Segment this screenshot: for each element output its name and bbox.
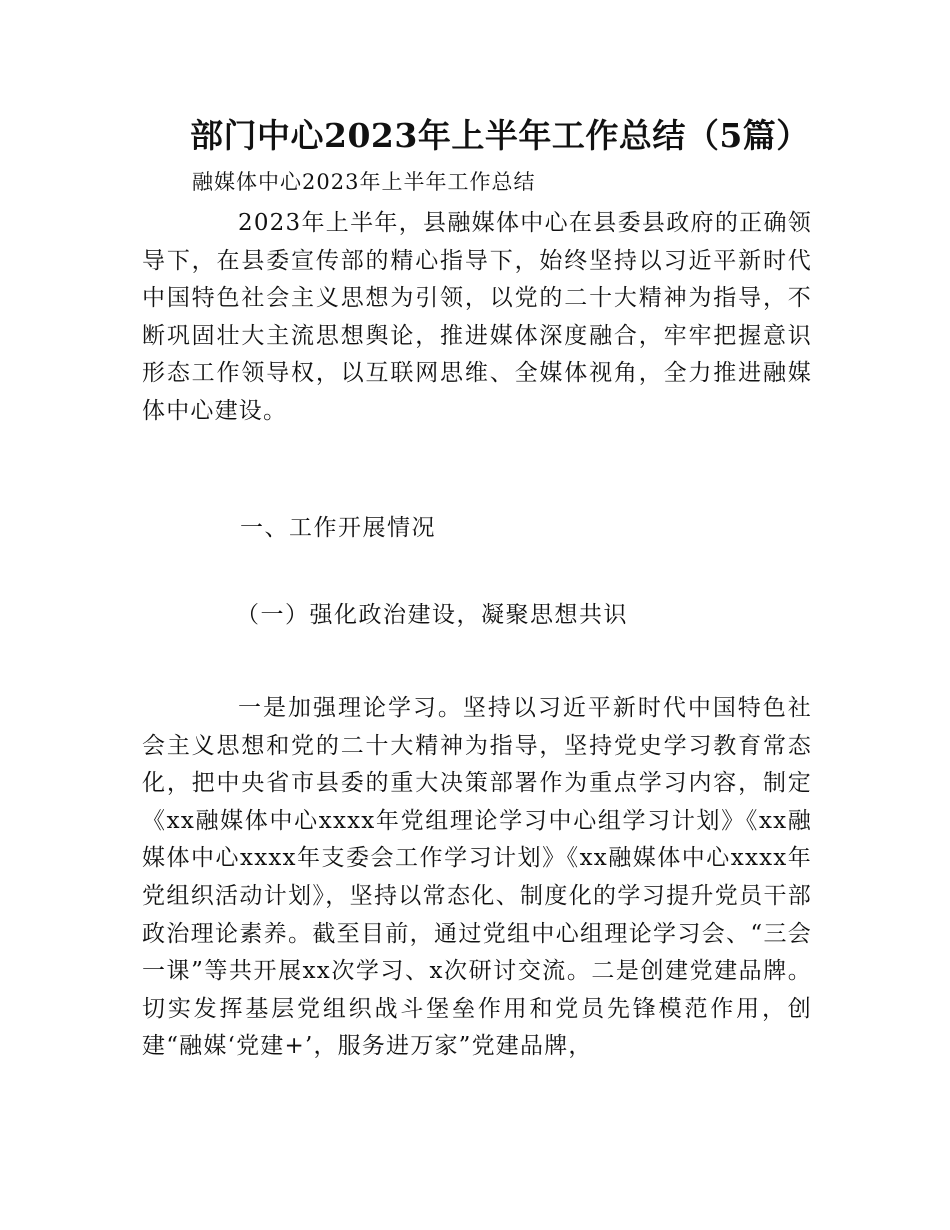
document-subtitle: 融媒体中心2023年上半年工作总结	[192, 170, 536, 194]
intro-paragraph: 2023年上半年，县融媒体中心在县委县政府的正确领导下，在县委宣传部的精心指导下，始终坚持以习近平新时代中国特色社会主义思想为引领，以党的二十大精神为指导，不断巩固壮大主流思想舆论，推进媒体深度融合，牢牢把握意识形态工作领导权，以互联网思维、全媒体视角，全力推进融媒体中心建设。	[142, 210, 812, 424]
document-title: 部门中心2023年上半年工作总结（5篇）	[190, 116, 810, 155]
body-paragraph: 一是加强理论学习。坚持以习近平新时代中国特色社会主义思想和党的二十大精神为指导，坚持党史学习教育常态化，把中央省市县委的重大决策部署作为重点学习内容，制定《xx融媒体中心xxxx年党组理论学习中心组学习计划》《xx融媒体中心xxxx年支委会工作学习计划》《xx融媒体中心xxxx年党组织活动计划》，坚持以常态化、制度化的学习提升党员干部政治理论素养。截至目前，通过党组中心组理论学习会、“三会一课”等共开展xx次学习、x次研讨交流。二是创建党建品牌。切实发挥基层党组织战斗堡垒作用和党员先锋模范作用，创建“融媒‘党建+’，服务进万家”党建品牌，	[142, 695, 812, 1060]
subsection-heading: （一）强化政治建设，凝聚思想共识	[236, 602, 628, 628]
section-heading: 一、工作开展情况	[240, 515, 436, 541]
